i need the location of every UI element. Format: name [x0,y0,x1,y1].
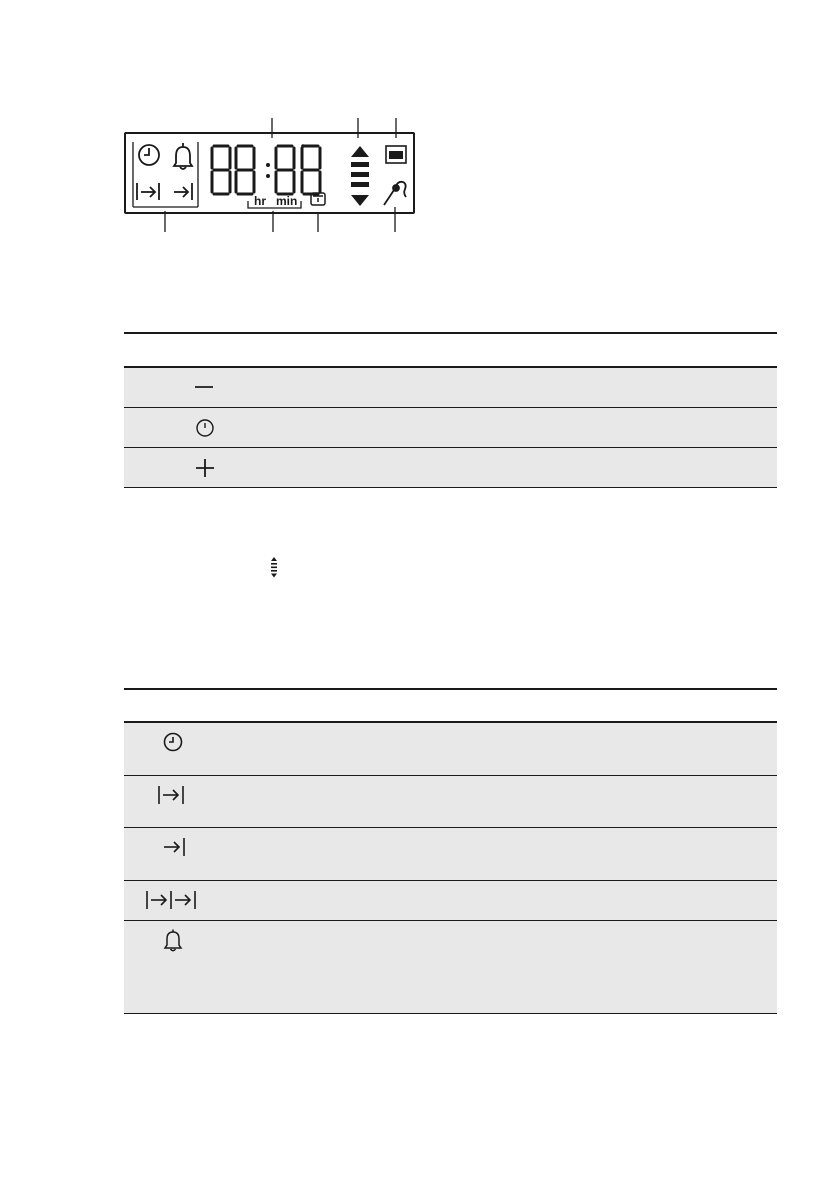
table-header-cell [124,333,777,367]
table-header-cell [124,689,777,722]
table-text-cell [224,447,777,487]
plus-icon [195,458,215,478]
table-row [124,775,777,827]
table-text-cell [224,880,777,920]
unit-minutes-label: min [276,194,298,208]
table-icon-cell [124,447,224,487]
buttons-table [124,332,777,488]
duration-icon [157,785,187,805]
table-icon-cell [124,367,224,407]
table-text-cell [224,775,777,827]
table-text-cell [224,367,777,407]
time-of-day-icon [162,731,184,753]
minus-icon [194,382,214,392]
table-row [124,827,777,880]
time-delay-icon [145,890,201,910]
table-icon-cell [124,827,224,880]
clock-button-icon [195,418,215,438]
table-row [124,447,777,487]
table-icon-cell [124,775,224,827]
table-row [124,920,777,1013]
table-text-cell [224,920,777,1013]
table-icon-cell [124,880,224,920]
end-icon [162,837,188,857]
heat-up-indicator-icon [270,557,278,579]
unit-hours-label: hr [254,194,266,208]
table-icon-cell [124,722,224,775]
table-text-cell [224,722,777,775]
table-text-cell [224,407,777,447]
table-text-cell [224,827,777,880]
minute-minder-icon [163,929,183,953]
table-icon-cell [124,920,224,1013]
table-row [124,367,777,407]
table-row [124,880,777,920]
clock-functions-table [124,688,777,1014]
table-icon-cell [124,407,224,447]
table-header-row [124,333,777,367]
display-panel [124,132,415,214]
table-header-row [124,689,777,722]
table-row [124,722,777,775]
table-row [124,407,777,447]
